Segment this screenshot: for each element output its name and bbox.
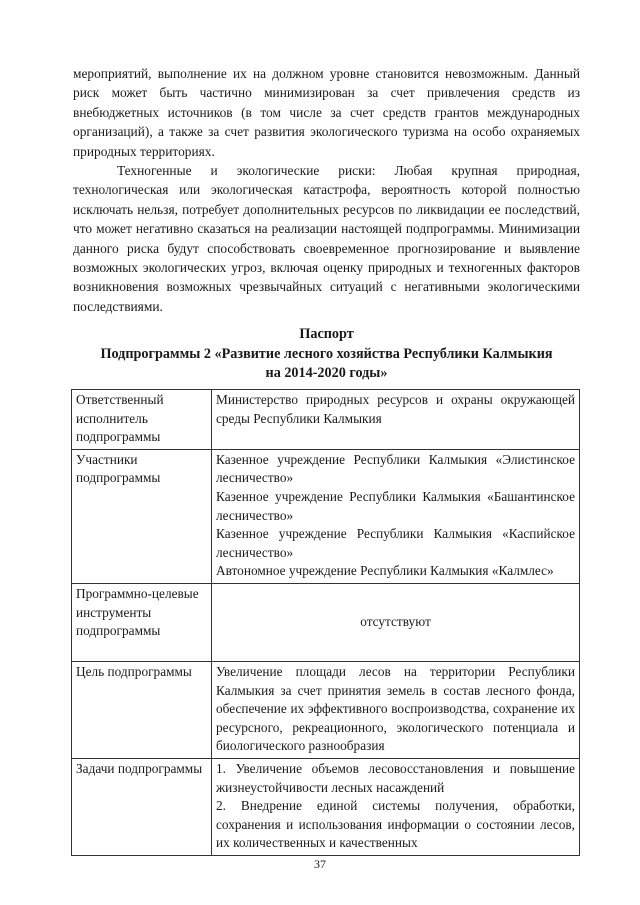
row-label: Цель подпрограммы <box>72 661 212 758</box>
page-number: 37 <box>314 857 326 871</box>
table-row <box>72 758 580 855</box>
intro-text <box>73 64 580 316</box>
row-label: Ответственный исполнитель подпрограммы <box>72 390 212 450</box>
participant-item: Автономное учреждение Республики Калмыкия «Калмлес» <box>216 563 554 579</box>
passport-heading <box>73 325 580 384</box>
participant-item: Казенное учреждение Республики Калмыкия «Каспийское лесничество» <box>216 526 575 560</box>
paragraph-risk-technogenic: Техногенные и экологические риски: Любая крупная природная, технологическая или экологическая катастрофа, вероятность которой полностью исключать нельзя, потребует дополнительных ресурсов по ликвидации ее последствий, что может негативно сказаться на реализации настоящей подпрограммы. Минимизации данного риска будут способствовать своевременное прогнозирование и выявление возможных экологических угроз, включая оценку природных и техногенных факторов возникновения возможных чрезвычайных ситуаций с негативными экологическими последствиями. <box>73 163 580 314</box>
row-value-list <box>212 449 580 583</box>
table-row <box>72 390 580 450</box>
passport-subtitle-years: на 2014-2020 годы» <box>265 365 388 381</box>
participant-item: Казенное учреждение Республики Калмыкия «Элистинское лесничество» <box>216 451 575 486</box>
paragraph-risk-financial: мероприятий, выполнение их на должном уровне становится невозможным. Данный риск может быть частично минимизирован за счет привлечения средств из внебюджетных источников (в том числе за счет средств грантов международных организаций), а также за счет развития экологического туризма на особо охраняемых природных территориях. <box>73 66 580 159</box>
row-label: Задачи подпрограммы <box>72 758 212 855</box>
table-row <box>72 449 580 583</box>
row-value: отсутствуют <box>212 583 580 661</box>
participant-item: Казенное учреждение Республики Калмыкия «Башантинское лесничество» <box>216 488 575 523</box>
row-label: Программно-целевые инструменты подпрограммы <box>72 583 212 661</box>
row-value: Увеличение площади лесов на территории Республики Калмыкия за счет принятия земель в состав лесного фонда, обеспечение их эффективного воспроизводства, сохранение их ресурсного, рекреационного, экологического потенциала и биологического разнообразия <box>212 661 580 758</box>
row-value-list <box>212 758 580 855</box>
row-label: Участники подпрограммы <box>72 449 212 583</box>
passport-table <box>71 389 580 856</box>
passport-title: Паспорт <box>299 326 354 342</box>
table-row <box>72 661 580 758</box>
row-value: Министерство природных ресурсов и охраны окружающей среды Республики Калмыкия <box>212 390 580 450</box>
task-item: 2. Внедрение единой системы получения, обработки, сохранения и использования информации о состоянии лесов, их количественных и качественных <box>216 798 575 851</box>
task-item: 1. Увеличение объемов лесовосстановления и повышение жизнеустойчивости лесных насаждений <box>216 760 575 795</box>
passport-subtitle: Подпрограммы 2 «Развитие лесного хозяйства Республики Калмыкия <box>100 345 553 362</box>
table-row <box>72 583 580 661</box>
